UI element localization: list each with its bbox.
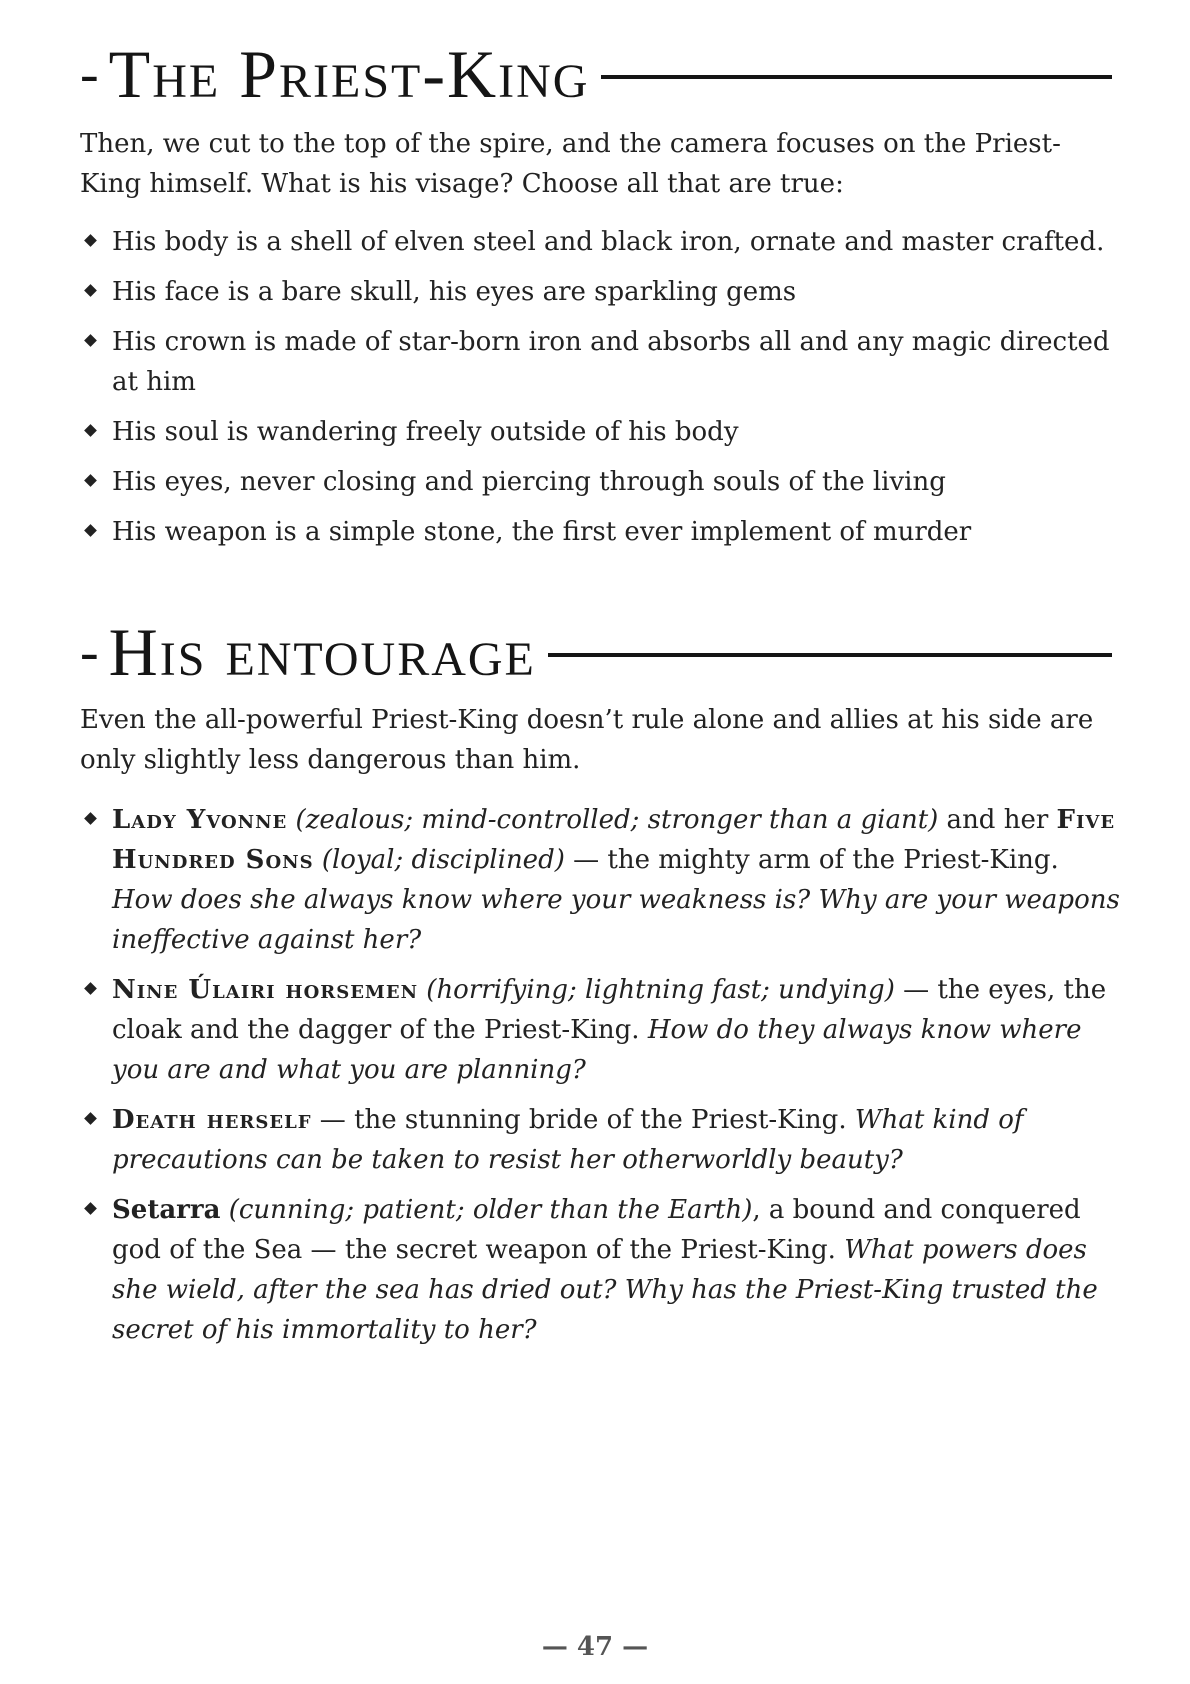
entry-traits: (cunning; patient; older than the Earth) <box>228 1195 753 1225</box>
entry-traits: (horrifying; lightning fast; undying) <box>426 975 895 1005</box>
entourage-list <box>80 800 1120 1360</box>
list-item: His eyes, never closing and piercing through souls of the living <box>80 462 1120 502</box>
diamond-bullet-icon <box>84 234 97 247</box>
entry-question: What powers does she wield, after the sea has dried out? Why has the Priest-King trusted the secret of his immortality to her? <box>112 1235 1098 1345</box>
heading-dash: - <box>80 621 99 683</box>
entry-question: How does she always know where your weakness is? Why are your weapons ineffective against her? <box>112 885 1120 955</box>
entry-name: Death herself <box>112 1105 312 1135</box>
list-item-ulairi <box>80 970 1120 1090</box>
entry-traits: (zealous; mind-controlled; stronger than a giant) <box>295 805 939 835</box>
diamond-bullet-icon <box>84 284 97 297</box>
entry-name: Lady Yvonne <box>112 805 288 835</box>
section-heading-priest-king <box>80 34 1112 114</box>
entry-description: , a bound and conquered god of the Sea — the secret weapon of the Priest-King. <box>112 1195 1081 1265</box>
diamond-bullet-icon <box>84 334 97 347</box>
entry-question: What kind of precautions can be taken to resist her otherworldly beauty? <box>112 1105 1024 1175</box>
heading-title: The Priest-King <box>108 35 590 112</box>
list-item: His body is a shell of elven steel and black iron, ornate and master crafted. <box>80 222 1120 262</box>
heading-rule <box>548 653 1112 657</box>
entry-description: — the stunning bride of the Priest-King. <box>311 1105 855 1135</box>
heading-rule <box>601 75 1112 79</box>
section-heading-entourage <box>80 612 1112 692</box>
entry-name: Nine Úlairi horsemen <box>112 975 419 1005</box>
entry-name: Setarra <box>112 1195 221 1225</box>
entry-question: How do they always know where you are and what you are planning? <box>112 1015 1082 1085</box>
heading-title: His entourage <box>108 613 536 690</box>
intro-paragraph: Then, we cut to the top of the spire, and the camera focuses on the Priest-King himself. What is his visage? Choose all that are true: <box>80 129 1061 199</box>
entry-description: — the mighty arm of the Priest-King. <box>564 845 1059 875</box>
list-item: His crown is made of star-born iron and absorbs all and any magic directed at him <box>80 322 1120 402</box>
diamond-bullet-icon <box>84 424 97 437</box>
list-item: His soul is wandering freely outside of his body <box>80 412 1120 452</box>
visage-list <box>80 222 1120 562</box>
heading-dash: - <box>80 43 99 105</box>
diamond-bullet-icon <box>84 812 97 825</box>
entry-connector: and her <box>938 805 1057 835</box>
diamond-bullet-icon <box>84 1202 97 1215</box>
entry-traits-2: (loyal; disciplined) <box>321 845 565 875</box>
diamond-bullet-icon <box>84 982 97 995</box>
diamond-bullet-icon <box>84 1112 97 1125</box>
diamond-bullet-icon <box>84 474 97 487</box>
list-item-setarra <box>80 1190 1120 1350</box>
entry-name-2: Five Hundred Sons <box>112 805 1116 875</box>
entry-description: — the eyes, the cloak and the dagger of the Priest-King. <box>112 975 1107 1045</box>
list-item-death <box>80 1100 1120 1180</box>
list-item: His weapon is a simple stone, the first ever implement of murder <box>80 512 1120 552</box>
list-item: His face is a bare skull, his eyes are sparkling gems <box>80 272 1120 312</box>
intro-paragraph: Even the all-powerful Priest-King doesn’t rule alone and allies at his side are only slightly less dangerous than him. <box>80 705 1094 775</box>
page-number: — 47 — <box>541 1632 649 1662</box>
list-item-lady-yvonne <box>80 800 1120 960</box>
diamond-bullet-icon <box>84 524 97 537</box>
